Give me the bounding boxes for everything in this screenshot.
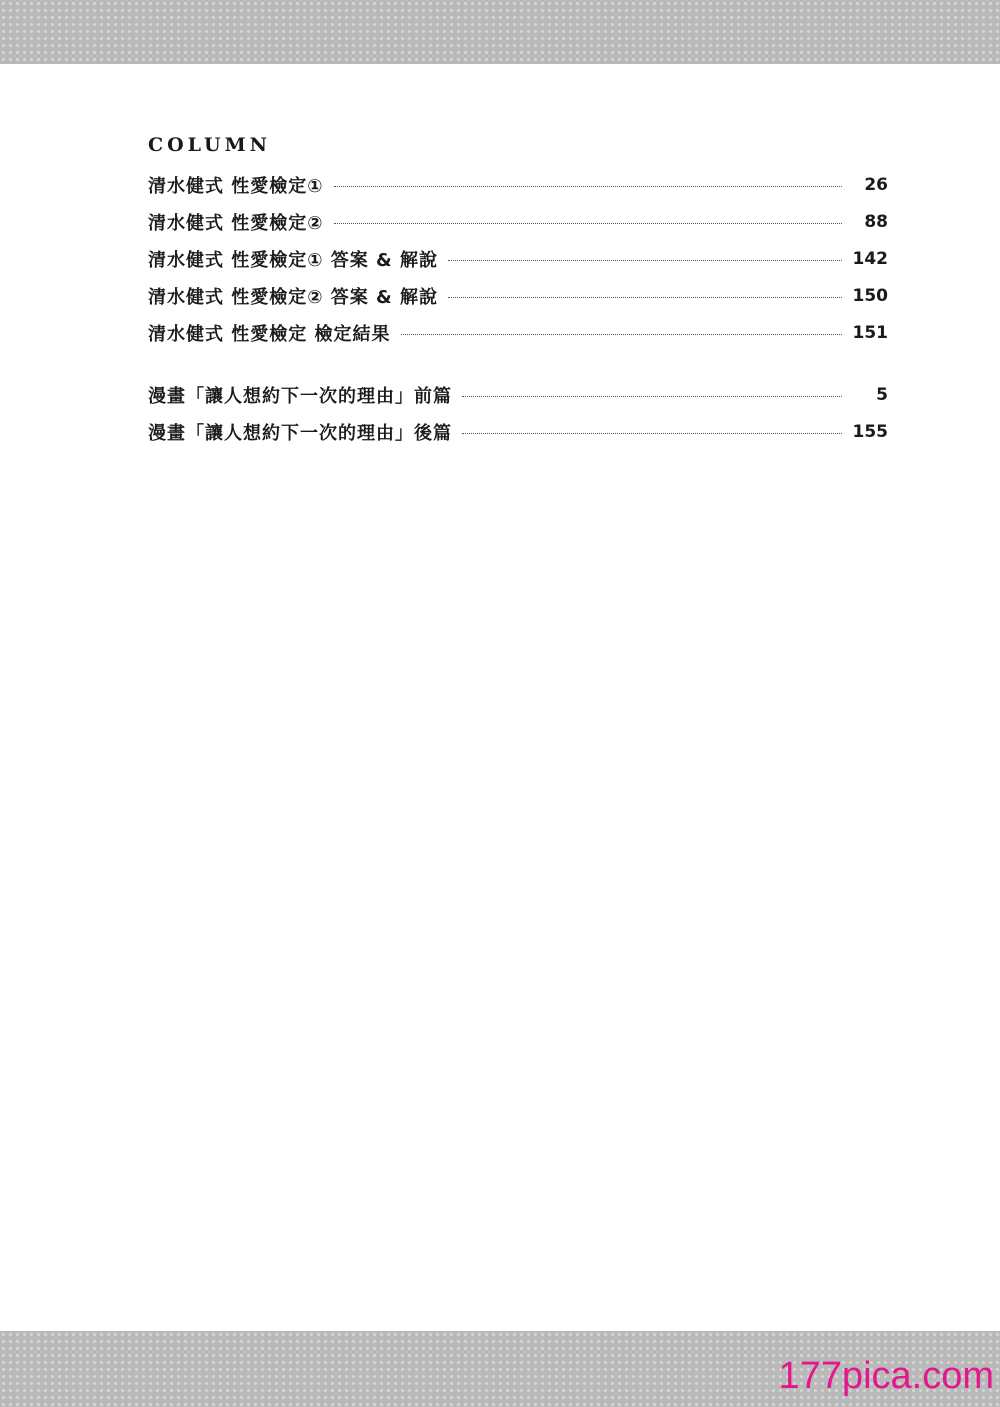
toc-entry-page: 155 — [852, 421, 888, 442]
dot-leader — [448, 260, 842, 261]
toc-entry-title: 清水健式 性愛檢定① — [148, 175, 324, 197]
manga-toc-list — [148, 376, 888, 450]
toc-entry-page: 142 — [852, 248, 888, 269]
toc-entry-page: 151 — [852, 322, 888, 343]
toc-entry — [148, 277, 888, 314]
toc-entry — [148, 314, 888, 351]
toc-entry-page: 88 — [864, 211, 888, 232]
dot-leader — [448, 297, 842, 298]
toc-entry-title: 漫畫「讓人想約下一次的理由」後篇 — [148, 422, 452, 444]
watermark-text: 177pica.com — [778, 1355, 994, 1397]
toc-entry — [148, 240, 888, 277]
toc-entry-page: 5 — [876, 384, 888, 405]
toc-entry-title: 清水健式 性愛檢定① 答案 & 解說 — [148, 249, 439, 271]
dot-leader — [334, 186, 842, 187]
toc-entry-title: 清水健式 性愛檢定 檢定結果 — [148, 323, 391, 345]
toc-entry-title: 清水健式 性愛檢定② 答案 & 解說 — [148, 286, 439, 308]
toc-entry — [148, 166, 888, 203]
dot-leader — [462, 433, 842, 434]
column-toc-list — [148, 166, 888, 351]
toc-entry-title: 漫畫「讓人想約下一次的理由」前篇 — [148, 385, 452, 407]
toc-entry-page: 26 — [864, 174, 888, 195]
toc-entry — [148, 203, 888, 240]
toc-entry-title: 清水健式 性愛檢定② — [148, 212, 324, 234]
dot-leader — [401, 334, 842, 335]
toc-entry — [148, 376, 888, 413]
toc-entry — [148, 413, 888, 450]
top-decorative-band — [0, 0, 1000, 64]
dot-leader — [334, 223, 842, 224]
toc-entry-page: 150 — [852, 285, 888, 306]
column-heading: COLUMN — [148, 134, 271, 156]
dot-leader — [462, 396, 842, 397]
